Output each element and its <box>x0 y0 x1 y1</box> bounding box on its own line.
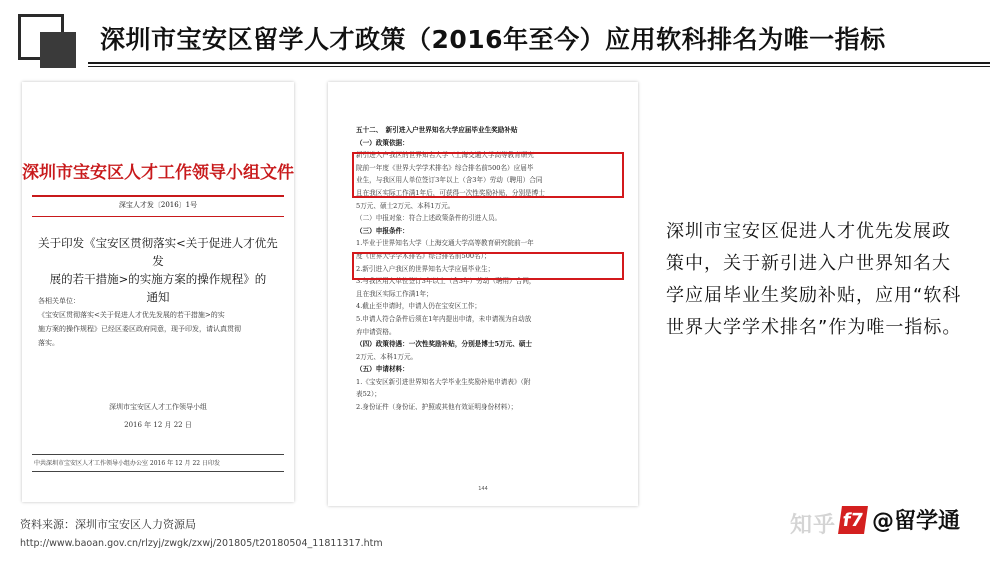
doc2-line: 度《世界大学学术排名》综合排名前500名）； <box>356 251 491 260</box>
doc2-line: 院前一年度《世界大学学术排名》综合排名前500名）应届毕 <box>356 163 534 172</box>
doc2-line: 2.身份证件（身份证、护照或其他有效证明身份材料）； <box>356 403 518 412</box>
doc1-heading: 深圳市宝安区人才工作领导小组文件 <box>22 163 294 183</box>
doc1-subject-line: 关于印发《宝安区贯彻落实<关于促进人才优先发 <box>38 236 278 268</box>
doc1-body-line: 施方案的操作规程》已经区委区政府同意，现予印发，请认真贯彻 <box>38 325 241 333</box>
zhihu-watermark: 知乎 <box>790 513 837 538</box>
doc2-line: （一）政策依据： <box>356 138 409 147</box>
doc2-line: 2万元、本科1万元。 <box>356 352 418 361</box>
doc2-line: （四）政策待遇：一次性奖励补贴，分别是博士5万元、硕士 <box>356 340 533 349</box>
document-image-2 <box>328 82 638 506</box>
doc1-subject-line: 展的若干措施>的实施方案的操作规程》的 <box>49 272 267 286</box>
doc2-line: 4.截止至申请时，申请人仍在宝安区工作； <box>356 302 481 311</box>
title-rule-thin <box>88 66 990 67</box>
doc1-signature <box>22 398 294 434</box>
doc2-line: （五）申请材料： <box>356 365 409 374</box>
doc2-line: 且在我区实际工作满1年； <box>356 289 433 298</box>
doc2-line: 1.《宝安区新引进世界知名大学毕业生奖励补贴申请表》（附 <box>356 377 531 386</box>
doc1-red-rule-thin <box>32 216 284 217</box>
doc1-signature-date: 2016 年 12 月 22 日 <box>124 421 192 429</box>
source-note: 资料来源：深圳市宝安区人力资源局 <box>20 518 196 531</box>
highlight-box-policy-basis <box>352 152 624 198</box>
brand-logo-icon: f7 <box>838 506 868 534</box>
doc2-line: 1.毕业于世界知名大学（上海交通大学高等教育研究院前一年 <box>356 239 534 248</box>
doc1-subject-line: 通知 <box>146 290 170 304</box>
doc2-line: 五十二、 新引进入户世界知名大学应届毕业生奖励补贴 <box>356 126 518 134</box>
source-url[interactable]: http://www.baoan.gov.cn/rlzyj/zwgk/zxwj/201805/t20180504_11811317.htm <box>20 538 383 549</box>
doc2-line: 业生，与我区用人单位签订3年以上（含3年）劳动（聘用）合同 <box>356 176 543 185</box>
doc2-line: 2.新引进入户我区的世界知名大学应届毕业生； <box>356 264 495 273</box>
doc2-line: 表52）； <box>356 390 381 399</box>
title-corner-fill <box>40 32 76 68</box>
doc1-body-line: 各相关单位： <box>38 297 80 305</box>
document-image-1 <box>22 82 294 502</box>
doc2-line: 且在我区实际工作满1年后，可获得一次性奖励补贴，分别是博士 <box>356 188 545 197</box>
doc1-footer: 中共深圳市宝安区人才工作领导小组办公室 2016 年 12 月 22 日印发 <box>34 460 220 467</box>
doc2-line: （二）申报对象：符合上述政策条件的引进人员。 <box>356 214 502 223</box>
slide-title: 深圳市宝安区留学人才政策（2016年至今）应用软科排名为唯一指标 <box>100 25 886 54</box>
doc1-red-rule <box>32 195 284 197</box>
doc2-line: （三）申报条件： <box>356 226 409 235</box>
doc2-line: 弃申请资格。 <box>356 327 396 336</box>
title-bar <box>18 10 990 60</box>
side-description: 深圳市宝安区促进人才优先发展政策中，关于新引进入户世界知名大学应届毕业生奖励补贴，应用“软科世界大学学术排名”作为唯一指标。 <box>666 221 962 338</box>
doc1-footer-rule <box>32 454 284 455</box>
doc2-line: 5万元、硕士2万元、本科1万元。 <box>356 201 455 210</box>
doc1-signature-org: 深圳市宝安区人才工作领导小组 <box>109 403 207 411</box>
doc1-footer-rule-bottom <box>32 471 284 472</box>
doc1-doc-number: 深宝人才发〔2016〕1号 <box>118 201 198 209</box>
doc2-line: 5.申请人符合条件后须在1年内提出申请，未申请视为自动放 <box>356 314 532 323</box>
doc2-line: 新引进入户我区的世界知名大学（上海交通大学高等教育研究 <box>356 151 535 160</box>
brand-logo-text: @留学通 <box>872 509 961 534</box>
doc1-body <box>38 294 278 350</box>
highlight-box-condition <box>352 252 624 280</box>
brand-logo <box>840 504 960 535</box>
doc2-page-number: 144 <box>478 486 488 492</box>
doc1-body-line: 《宝安区贯彻落实<关于促进人才优先发展的若干措施>的实 <box>38 311 225 319</box>
doc2-line: 3.与我区用人单位签订3年以上（含3年）劳动（聘用）合同， <box>356 277 536 286</box>
title-rule <box>88 62 990 64</box>
doc1-body-line: 落实。 <box>38 339 59 347</box>
